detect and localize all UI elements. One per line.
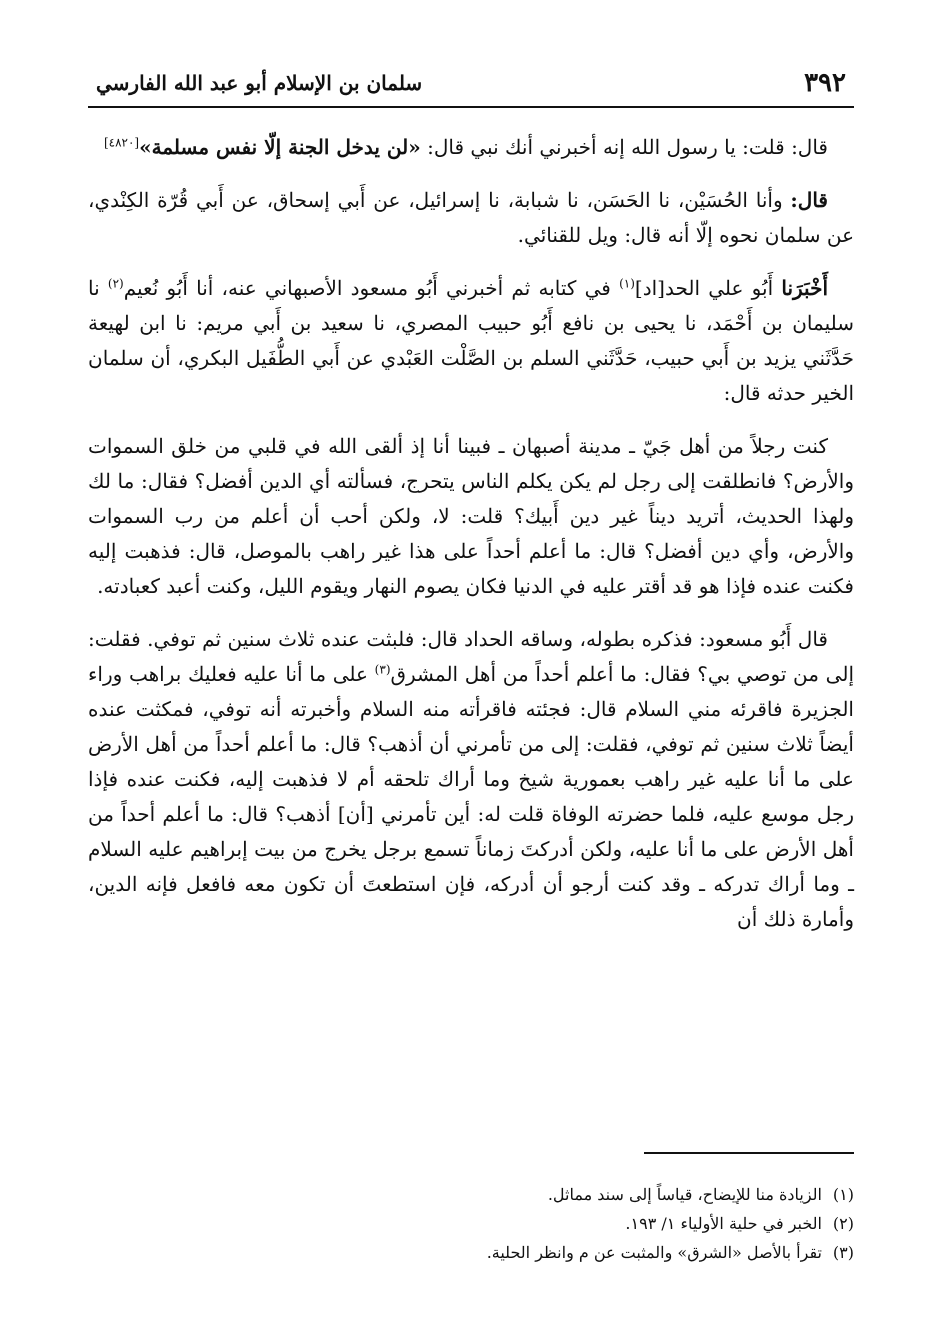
footnote-marker-1: (١)	[619, 276, 635, 291]
paragraph-3-part-1: أَبُو علي الحد[اد]	[634, 276, 782, 300]
paragraph-1	[88, 130, 854, 165]
paragraph-3-part-2: في كتابه ثم أخبرني أَبُو مسعود الأصبهاني عنه، أنا أَبُو نُعيم	[123, 276, 620, 300]
book-page	[88, 56, 854, 1296]
paragraph-5-part-2: على ما أنا عليه فعليك براهب وراء الجزيرة فاقرئه مني السلام قال: فجئته فاقرأته منه السلام وأخبرته أنه توفي، فمكثت عنده أيضاً ثلاث سنين ثم توفي، فقلت: إلى من تأمرني أن أذهب؟ قال: ما أعلم أحداً من أهل الأرض على ما أنا عليه غير راهب بعمورية شيخ وما أراك تلحقه أم لا فذهبت إليه، فكنت عنده فإذا رجل موسع عليه، فلما حضرته الوفاة قلت له: أين تأمرني [أن] أذهب؟ قال: ما أعلم أحداً من أهل الأرض على ما أنا عليه، ولكن أدركتَ زماناً تسمع برجل يخرج من بيت إبراهيم عليه السلام ـ وما أراك تدركه ـ وقد كنت أرجو أن أدركه، فإن استطعتَ أن تكون معه فافعل فإنه الدين، وأمارة ذلك أن	[88, 662, 854, 931]
paragraph-3-part-3: نا سليمان بن أَحْمَد، نا يحيى بن نافع أَبُو حبيب المصري، نا سعيد بن أَبي مريم: نا ابن لهيعة حَدَّثَني يزيد بن أَبي حبيب، حَدَّثَني السلم بن الصَّلْت العَبْدي عن أَبي الطُّفَيل البكري، أن سلمان الخير حدثه قال:	[88, 276, 854, 405]
paragraph-2	[88, 183, 854, 253]
page-number: ٣٩٢	[804, 68, 846, 98]
footnote-1	[88, 1180, 854, 1209]
running-title: سلمان بن الإسلام أبو عبد الله الفارسي	[96, 71, 423, 95]
reference-number: [٤٨٢٠]	[103, 135, 140, 150]
footnotes	[88, 1180, 854, 1267]
main-text	[88, 130, 854, 937]
footnote-text: الخبر في حلية الأولياء ١/ ١٩٣.	[625, 1214, 822, 1233]
paragraph-1-lead: قال: قلت: يا رسول الله إنه أخبرني أنك نبي قال:	[420, 135, 828, 159]
running-header	[88, 56, 854, 108]
paragraph-3-lead: أَخْبَرَنا	[781, 276, 828, 300]
footnote-number: (١)	[832, 1185, 854, 1204]
footnote-text: تقرأ بالأصل «الشرق» والمثبت عن م وانظر الحلية.	[486, 1243, 822, 1262]
footnote-text: الزيادة منا للإيضاح، قياساً إلى سند مماثل.	[547, 1185, 822, 1204]
footnote-3	[88, 1238, 854, 1267]
footnote-marker-3: (٣)	[374, 662, 391, 677]
paragraph-2-lead: قال:	[790, 188, 828, 212]
footnote-separator	[644, 1152, 854, 1154]
paragraph-2-text: وأنا الحُسَيْن، نا الحَسَن، نا شبابة، نا إسرائيل، عن أَبي إسحاق، عن أَبي قُرّة الكِنْدي، عن سلمان نحوه إلّا أنه قال: ويل للقنائي.	[88, 188, 854, 247]
paragraph-4: كنت رجلاً من أهل جَيّ ـ مدينة أصبهان ـ فبينا أنا إذ ألقى الله في قلبي من خلق السموات والأرض؟ فانطلقت إلى رجل لم يكن يكلم الناس يتحرج، فسألته أي الدين أفضل؟ فقال: ما لك ولهذا الحديث، أتريد ديناً غير دين أَبيك؟ قلت: لا، ولكن أحب أن أعلم من رب السموات والأرض، وأي دين أفضل؟ قال: ما أعلم أحداً على هذا غير راهب بالموصل، قال: فذهبت إليه فكنت عنده فإذا هو قد أقتر عليه في الدنيا فكان يصوم النهار ويقوم الليل، وكنت أعبد كعبادته.	[88, 434, 854, 598]
paragraph-5-part-1: قال أَبُو مسعود: فذكره بطوله، وساقه الحداد قال: فلبثت عنده ثلاث سنين ثم توفي. فقلت: إلى من توصي بي؟ فقال: ما أعلم أحداً من أهل المشرق	[88, 627, 854, 686]
footnote-marker-2: (٢)	[107, 276, 124, 291]
paragraph-5	[88, 622, 854, 937]
hadith-quote: «لن يدخل الجنة إلّا نفس مسلمة»	[139, 135, 421, 159]
footnote-2	[88, 1209, 854, 1238]
footnote-number: (٣)	[832, 1243, 854, 1262]
paragraph-3	[88, 271, 854, 411]
footnote-number: (٢)	[832, 1214, 854, 1233]
